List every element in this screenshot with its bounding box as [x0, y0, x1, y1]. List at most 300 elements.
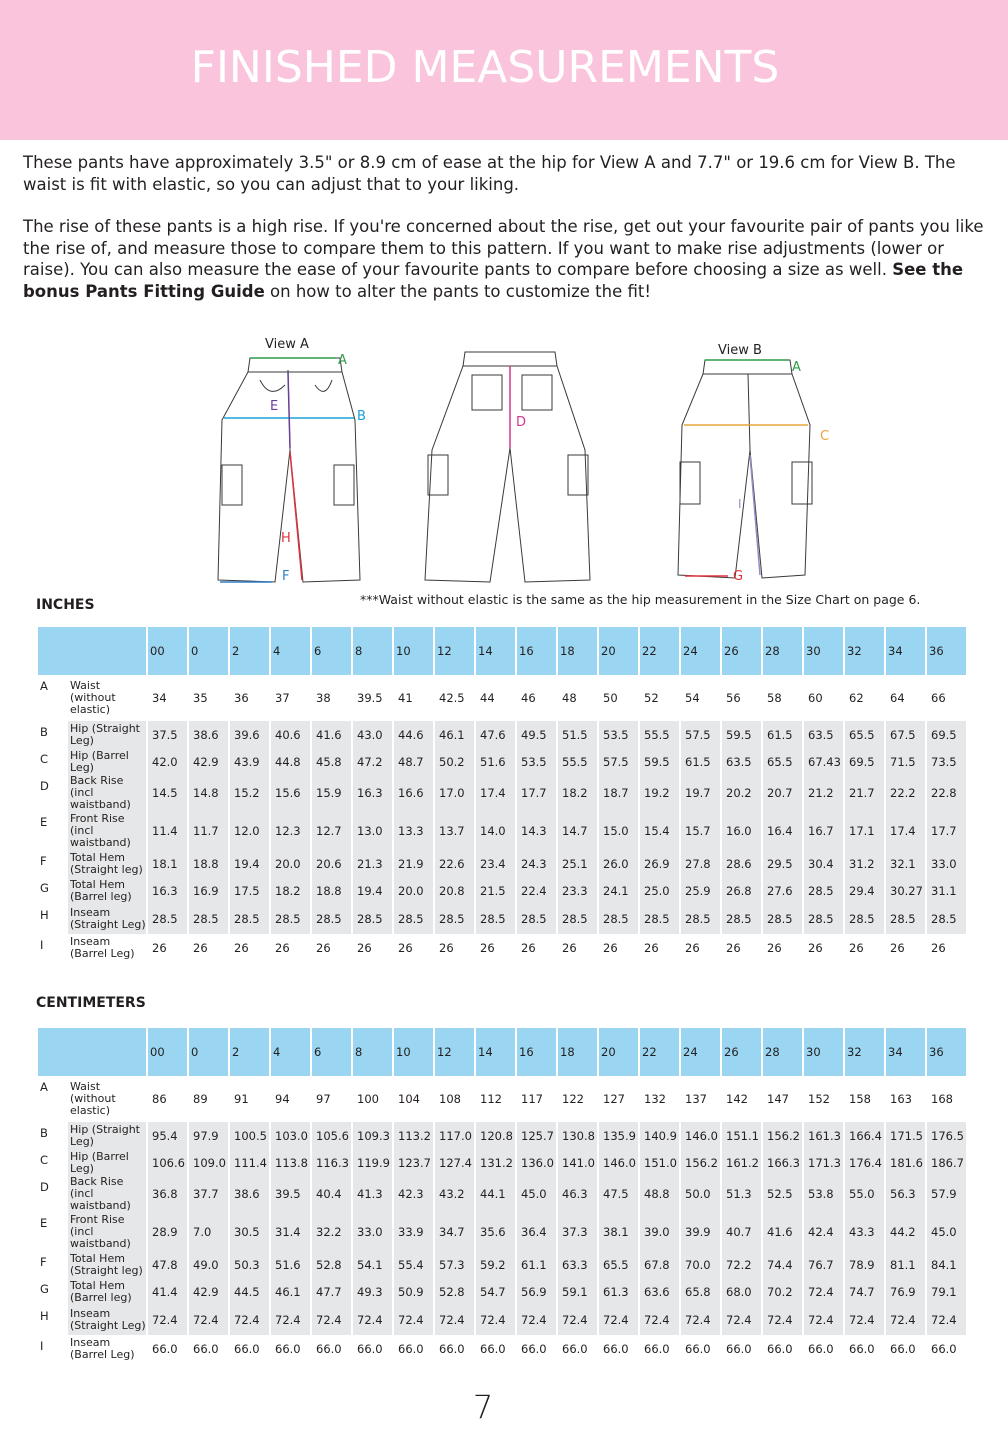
- intro-paragraph-2: [23, 216, 995, 302]
- row-label: Hip (Barrel Leg): [68, 1149, 146, 1176]
- table-cell: 86: [152, 1092, 167, 1106]
- centimeters-table: [36, 1028, 968, 1363]
- pants-diagram: [200, 330, 840, 590]
- table-cell: 109.3: [353, 1122, 392, 1149]
- table-row: [38, 1335, 966, 1363]
- table-cell: 23.3: [558, 877, 597, 904]
- table-cell: 84.1: [927, 1251, 966, 1278]
- size-header-16: 16: [517, 627, 556, 675]
- table-cell: 44.8: [271, 748, 310, 775]
- table-cell: 7.0: [189, 1212, 228, 1251]
- table-cell: 28.5: [230, 904, 269, 934]
- size-header-10: 10: [394, 627, 433, 675]
- table-cell: 34.7: [435, 1212, 474, 1251]
- table-cell: 66.0: [234, 1342, 260, 1356]
- table-cell: 42.4: [804, 1212, 843, 1251]
- table-cell: 66.0: [849, 1342, 875, 1356]
- table-cell: 15.0: [599, 811, 638, 850]
- table-cell: 63.6: [640, 1278, 679, 1305]
- table-cell: 24.1: [599, 877, 638, 904]
- table-cell: 29.4: [845, 877, 884, 904]
- table-cell: 132: [644, 1092, 666, 1106]
- row-label: Back Rise (incl waistband): [68, 775, 146, 811]
- size-header-0: 0: [189, 627, 228, 675]
- table-cell: 53.5: [517, 748, 556, 775]
- size-header-22: 22: [640, 1028, 679, 1076]
- table-cell: 50.0: [681, 1176, 720, 1212]
- table-cell: 47.6: [476, 721, 515, 748]
- table-cell: 32.1: [886, 850, 925, 877]
- row-letter: H: [38, 1305, 66, 1335]
- table-cell: 52.5: [763, 1176, 802, 1212]
- row-letter: E: [38, 1212, 66, 1251]
- table-cell: 31.2: [845, 850, 884, 877]
- label-h: H: [281, 531, 291, 546]
- table-row: [38, 1278, 966, 1305]
- table-cell: 48.8: [640, 1176, 679, 1212]
- table-cell: 44: [480, 691, 495, 705]
- table-cell: 81.1: [886, 1251, 925, 1278]
- table-cell: 32.2: [312, 1212, 351, 1251]
- row-label: Waist (without elastic): [70, 679, 116, 716]
- table-cell: 152: [808, 1092, 830, 1106]
- size-header-8: 8: [353, 1028, 392, 1076]
- table-cell: 42.0: [148, 748, 187, 775]
- table-cell: 158: [849, 1092, 871, 1106]
- table-cell: 30.4: [804, 850, 843, 877]
- table-cell: 26: [644, 941, 659, 955]
- table-cell: 28.5: [886, 904, 925, 934]
- table-cell: 68.0: [722, 1278, 761, 1305]
- table-cell: 47.8: [148, 1251, 187, 1278]
- size-header-24: 24: [681, 627, 720, 675]
- table-row: [38, 877, 966, 904]
- table-cell: 120.8: [476, 1122, 515, 1149]
- row-label: Hip (Straight Leg): [68, 721, 146, 748]
- table-cell: 39.0: [640, 1212, 679, 1251]
- table-cell: 112: [480, 1092, 502, 1106]
- table-cell: 28.5: [353, 904, 392, 934]
- table-cell: 28.5: [722, 904, 761, 934]
- size-header-2: 2: [230, 1028, 269, 1076]
- size-header-14: 14: [476, 1028, 515, 1076]
- table-cell: 66.0: [931, 1342, 957, 1356]
- size-header-6: 6: [312, 1028, 351, 1076]
- intro-text: [23, 152, 995, 302]
- table-cell: 54: [685, 691, 700, 705]
- table-cell: 176.4: [845, 1149, 884, 1176]
- table-cell: 28.5: [804, 877, 843, 904]
- row-letter: A: [40, 1080, 48, 1094]
- table-cell: 146.0: [599, 1149, 638, 1176]
- row-label: Inseam (Straight Leg): [68, 1305, 146, 1335]
- table-cell: 18.1: [148, 850, 187, 877]
- table-cell: 72.4: [763, 1305, 802, 1335]
- table-cell: 33.9: [394, 1212, 433, 1251]
- table-cell: 100.5: [230, 1122, 269, 1149]
- size-header-2: 2: [230, 627, 269, 675]
- view-a-back-diagram: [425, 352, 590, 582]
- table-cell: 63.5: [804, 721, 843, 748]
- size-header-28: 28: [763, 1028, 802, 1076]
- table-row: [38, 1305, 966, 1335]
- table-cell: 46.1: [271, 1278, 310, 1305]
- table-cell: 73.5: [927, 748, 966, 775]
- waist-note: ***Waist without elastic is the same as the hip measurement in the Size Chart on page 6.: [360, 592, 921, 607]
- table-cell: 13.3: [394, 811, 433, 850]
- table-cell: 20.0: [271, 850, 310, 877]
- table-cell: 63.5: [722, 748, 761, 775]
- table-cell: 57.9: [927, 1176, 966, 1212]
- table-cell: 47.7: [312, 1278, 351, 1305]
- table-cell: 42.9: [189, 748, 228, 775]
- table-cell: 78.9: [845, 1251, 884, 1278]
- table-cell: 66.0: [767, 1342, 793, 1356]
- measure-line-e: [288, 372, 290, 448]
- measure-line-h: [290, 452, 302, 580]
- table-cell: 15.6: [271, 775, 310, 811]
- table-cell: 117.0: [435, 1122, 474, 1149]
- size-header-26: 26: [722, 1028, 761, 1076]
- table-cell: 12.0: [230, 811, 269, 850]
- table-cell: 26.9: [640, 850, 679, 877]
- table-cell: 26: [685, 941, 700, 955]
- table-cell: 28.5: [558, 904, 597, 934]
- row-letter: E: [38, 811, 66, 850]
- table-cell: 66.0: [726, 1342, 752, 1356]
- table-cell: 109.0: [189, 1149, 228, 1176]
- table-cell: 28.5: [640, 904, 679, 934]
- table-cell: 36: [234, 691, 249, 705]
- table-cell: 61.5: [681, 748, 720, 775]
- table-row: [38, 904, 966, 934]
- table-cell: 168: [931, 1092, 953, 1106]
- table-cell: 51.6: [271, 1251, 310, 1278]
- table-cell: 31.4: [271, 1212, 310, 1251]
- table-cell: 43.2: [435, 1176, 474, 1212]
- table-cell: 11.7: [189, 811, 228, 850]
- table-cell: 62: [849, 691, 864, 705]
- row-label: Hip (Barrel Leg): [68, 748, 146, 775]
- size-header-0: 0: [189, 1028, 228, 1076]
- table-cell: 26.8: [722, 877, 761, 904]
- size-header-6: 6: [312, 627, 351, 675]
- label-i: I: [738, 497, 742, 511]
- table-cell: 24.3: [517, 850, 556, 877]
- table-cell: 161.2: [722, 1149, 761, 1176]
- table-row: [38, 675, 966, 721]
- table-cell: 56: [726, 691, 741, 705]
- table-cell: 117: [521, 1092, 543, 1106]
- table-cell: 72.4: [558, 1305, 597, 1335]
- table-cell: 65.5: [763, 748, 802, 775]
- table-row: [38, 934, 966, 962]
- table-cell: 37.3: [558, 1212, 597, 1251]
- table-cell: 25.1: [558, 850, 597, 877]
- table-cell: 26: [234, 941, 249, 955]
- table-cell: 26: [357, 941, 372, 955]
- label-a-view-a: A: [338, 353, 347, 368]
- table-cell: 72.4: [312, 1305, 351, 1335]
- table-cell: 72.4: [804, 1305, 843, 1335]
- table-cell: 67.8: [640, 1251, 679, 1278]
- table-cell: 66.0: [480, 1342, 506, 1356]
- size-header-22: 22: [640, 627, 679, 675]
- table-cell: 135.9: [599, 1122, 638, 1149]
- table-cell: 38.6: [189, 721, 228, 748]
- table-row: [38, 1212, 966, 1251]
- table-cell: 25.0: [640, 877, 679, 904]
- table-cell: 163: [890, 1092, 912, 1106]
- table-cell: 67.43: [804, 748, 843, 775]
- table-cell: 142: [726, 1092, 748, 1106]
- table-cell: 171.5: [886, 1122, 925, 1149]
- table-cell: 65.5: [599, 1251, 638, 1278]
- table-cell: 54.7: [476, 1278, 515, 1305]
- table-cell: 13.0: [353, 811, 392, 850]
- table-cell: 33.0: [927, 850, 966, 877]
- table-cell: 53.8: [804, 1176, 843, 1212]
- table-cell: 66.0: [275, 1342, 301, 1356]
- table-cell: 66.0: [808, 1342, 834, 1356]
- table-cell: 43.0: [353, 721, 392, 748]
- table-cell: 15.4: [640, 811, 679, 850]
- table-cell: 72.4: [476, 1305, 515, 1335]
- table-cell: 41.6: [763, 1212, 802, 1251]
- page-number: 7: [472, 1388, 494, 1426]
- table-cell: 61.1: [517, 1251, 556, 1278]
- size-header-30: 30: [804, 627, 843, 675]
- table-cell: 57.3: [435, 1251, 474, 1278]
- table-cell: 41.3: [353, 1176, 392, 1212]
- table-cell: 65.5: [845, 721, 884, 748]
- table-cell: 137: [685, 1092, 707, 1106]
- table-cell: 17.4: [476, 775, 515, 811]
- table-cell: 72.4: [435, 1305, 474, 1335]
- table-cell: 57.5: [599, 748, 638, 775]
- table-cell: 40.6: [271, 721, 310, 748]
- table-cell: 26: [562, 941, 577, 955]
- size-header-16: 16: [517, 1028, 556, 1076]
- table-cell: 44.6: [394, 721, 433, 748]
- table-row: [38, 1251, 966, 1278]
- size-header-8: 8: [353, 627, 392, 675]
- table-cell: 19.4: [353, 877, 392, 904]
- table-cell: 52.8: [435, 1278, 474, 1305]
- table-row: [38, 748, 966, 775]
- size-header-24: 24: [681, 1028, 720, 1076]
- table-cell: 56.3: [886, 1176, 925, 1212]
- row-label: Total Hem (Barrel leg): [68, 877, 146, 904]
- table-cell: 14.5: [148, 775, 187, 811]
- table-cell: 28.5: [394, 904, 433, 934]
- label-c: C: [820, 429, 830, 444]
- table-cell: 136.0: [517, 1149, 556, 1176]
- table-cell: 141.0: [558, 1149, 597, 1176]
- header-blank-cell: [38, 627, 146, 675]
- table-cell: 49.5: [517, 721, 556, 748]
- table-cell: 51.6: [476, 748, 515, 775]
- table-cell: 26: [726, 941, 741, 955]
- table-cell: 26: [808, 941, 823, 955]
- table-cell: 72.4: [886, 1305, 925, 1335]
- table-cell: 16.3: [353, 775, 392, 811]
- row-label: Waist (without elastic): [70, 1080, 116, 1117]
- table-cell: 11.4: [148, 811, 187, 850]
- table-cell: 69.5: [845, 748, 884, 775]
- table-cell: 44.1: [476, 1176, 515, 1212]
- table-cell: 28.5: [845, 904, 884, 934]
- table-cell: 51.3: [722, 1176, 761, 1212]
- table-cell: 66.0: [439, 1342, 465, 1356]
- table-cell: 91: [234, 1092, 249, 1106]
- table-cell: 51.5: [558, 721, 597, 748]
- table-cell: 151.0: [640, 1149, 679, 1176]
- table-cell: 28.5: [476, 904, 515, 934]
- table-row: [38, 1076, 966, 1122]
- intro-paragraph-1: These pants have approximately 3.5" or 8.9 cm of ease at the hip for View A and 7.7" or 19.6 cm for View B. The waist is fit with elastic, so you can adjust that to your liking.: [23, 153, 956, 194]
- table-cell: 95.4: [148, 1122, 187, 1149]
- header-banner: [0, 0, 1008, 140]
- table-cell: 72.4: [353, 1305, 392, 1335]
- table-cell: 176.5: [927, 1122, 966, 1149]
- table-cell: 59.1: [558, 1278, 597, 1305]
- table-cell: 17.7: [517, 775, 556, 811]
- table-cell: 55.4: [394, 1251, 433, 1278]
- table-cell: 105.6: [312, 1122, 351, 1149]
- table-row: [38, 811, 966, 850]
- table-cell: 111.4: [230, 1149, 269, 1176]
- table-cell: 28.5: [435, 904, 474, 934]
- table-cell: 106.6: [148, 1149, 187, 1176]
- table-cell: 74.4: [763, 1251, 802, 1278]
- table-cell: 23.4: [476, 850, 515, 877]
- table-cell: 26: [931, 941, 946, 955]
- table-cell: 22.8: [927, 775, 966, 811]
- table-cell: 17.4: [886, 811, 925, 850]
- size-header-14: 14: [476, 627, 515, 675]
- table-cell: 42.9: [189, 1278, 228, 1305]
- table-cell: 27.6: [763, 877, 802, 904]
- table-cell: 40.7: [722, 1212, 761, 1251]
- table-cell: 35.6: [476, 1212, 515, 1251]
- table-cell: 20.8: [435, 877, 474, 904]
- table-cell: 161.3: [804, 1122, 843, 1149]
- table-cell: 76.9: [886, 1278, 925, 1305]
- table-cell: 13.7: [435, 811, 474, 850]
- table-cell: 94: [275, 1092, 290, 1106]
- table-cell: 116.3: [312, 1149, 351, 1176]
- table-cell: 71.5: [886, 748, 925, 775]
- table-cell: 26: [480, 941, 495, 955]
- table-cell: 66.0: [644, 1342, 670, 1356]
- table-cell: 49.3: [353, 1278, 392, 1305]
- row-letter: B: [38, 721, 66, 748]
- table-cell: 46.3: [558, 1176, 597, 1212]
- table-cell: 79.1: [927, 1278, 966, 1305]
- table-cell: 18.8: [312, 877, 351, 904]
- table-cell: 20.6: [312, 850, 351, 877]
- table-cell: 147: [767, 1092, 789, 1106]
- table-cell: 15.9: [312, 775, 351, 811]
- table-cell: 56.9: [517, 1278, 556, 1305]
- table-cell: 72.4: [394, 1305, 433, 1335]
- measure-line-i: [750, 455, 760, 575]
- table-cell: 58: [767, 691, 782, 705]
- row-letter: F: [38, 850, 66, 877]
- intro-paragraph-2-text: The rise of these pants is a high rise. If you're concerned about the rise, get out your favourite pair of pants you like the rise of, and measure those to compare them to this pattern. If you want to make rise adjustments (lower or raise). You can also measure the ease of your favourite pants to compare before choosing a size as well.: [23, 217, 984, 279]
- table-cell: 22.2: [886, 775, 925, 811]
- table-cell: 39.5: [357, 691, 383, 705]
- table-cell: 14.8: [189, 775, 228, 811]
- table-cell: 166.3: [763, 1149, 802, 1176]
- table-cell: 39.5: [271, 1176, 310, 1212]
- table-cell: 64: [890, 691, 905, 705]
- row-label: Inseam (Straight Leg): [68, 904, 146, 934]
- table-cell: 39.9: [681, 1212, 720, 1251]
- size-header-12: 12: [435, 627, 474, 675]
- label-f: F: [282, 569, 290, 584]
- table-cell: 66.0: [316, 1342, 342, 1356]
- table-cell: 39.6: [230, 721, 269, 748]
- table-cell: 97.9: [189, 1122, 228, 1149]
- row-letter: I: [40, 1339, 44, 1353]
- row-label: Total Hem (Barrel leg): [68, 1278, 146, 1305]
- table-row: [38, 1122, 966, 1149]
- size-header-18: 18: [558, 627, 597, 675]
- row-letter: A: [40, 679, 48, 693]
- table-cell: 28.5: [763, 904, 802, 934]
- table-cell: 28.5: [599, 904, 638, 934]
- table-cell: 61.3: [599, 1278, 638, 1305]
- table-cell: 28.5: [927, 904, 966, 934]
- table-cell: 171.3: [804, 1149, 843, 1176]
- table-cell: 66.0: [152, 1342, 178, 1356]
- table-cell: 22.6: [435, 850, 474, 877]
- table-cell: 26: [398, 941, 413, 955]
- table-cell: 66.0: [890, 1342, 916, 1356]
- size-header-00: 00: [148, 1028, 187, 1076]
- table-cell: 72.4: [230, 1305, 269, 1335]
- table-cell: 72.4: [722, 1305, 761, 1335]
- table-cell: 30.5: [230, 1212, 269, 1251]
- table-cell: 166.4: [845, 1122, 884, 1149]
- row-letter: G: [38, 877, 66, 904]
- table-cell: 54.1: [353, 1251, 392, 1278]
- table-cell: 44.5: [230, 1278, 269, 1305]
- table-cell: 140.9: [640, 1122, 679, 1149]
- table-cell: 28.5: [517, 904, 556, 934]
- table-cell: 42.5: [439, 691, 465, 705]
- table-cell: 59.2: [476, 1251, 515, 1278]
- table-cell: 21.5: [476, 877, 515, 904]
- view-b-title: View B: [718, 343, 762, 358]
- table-cell: 53.5: [599, 721, 638, 748]
- row-label: Inseam (Barrel Leg): [70, 935, 135, 960]
- table-cell: 18.2: [271, 877, 310, 904]
- table-cell: 20.7: [763, 775, 802, 811]
- table-cell: 28.9: [148, 1212, 187, 1251]
- table-cell: 100: [357, 1092, 379, 1106]
- table-cell: 19.4: [230, 850, 269, 877]
- size-header-30: 30: [804, 1028, 843, 1076]
- row-letter: I: [40, 938, 44, 952]
- row-letter: D: [38, 775, 66, 811]
- table-cell: 19.7: [681, 775, 720, 811]
- table-cell: 74.7: [845, 1278, 884, 1305]
- table-cell: 89: [193, 1092, 208, 1106]
- table-cell: 16.0: [722, 811, 761, 850]
